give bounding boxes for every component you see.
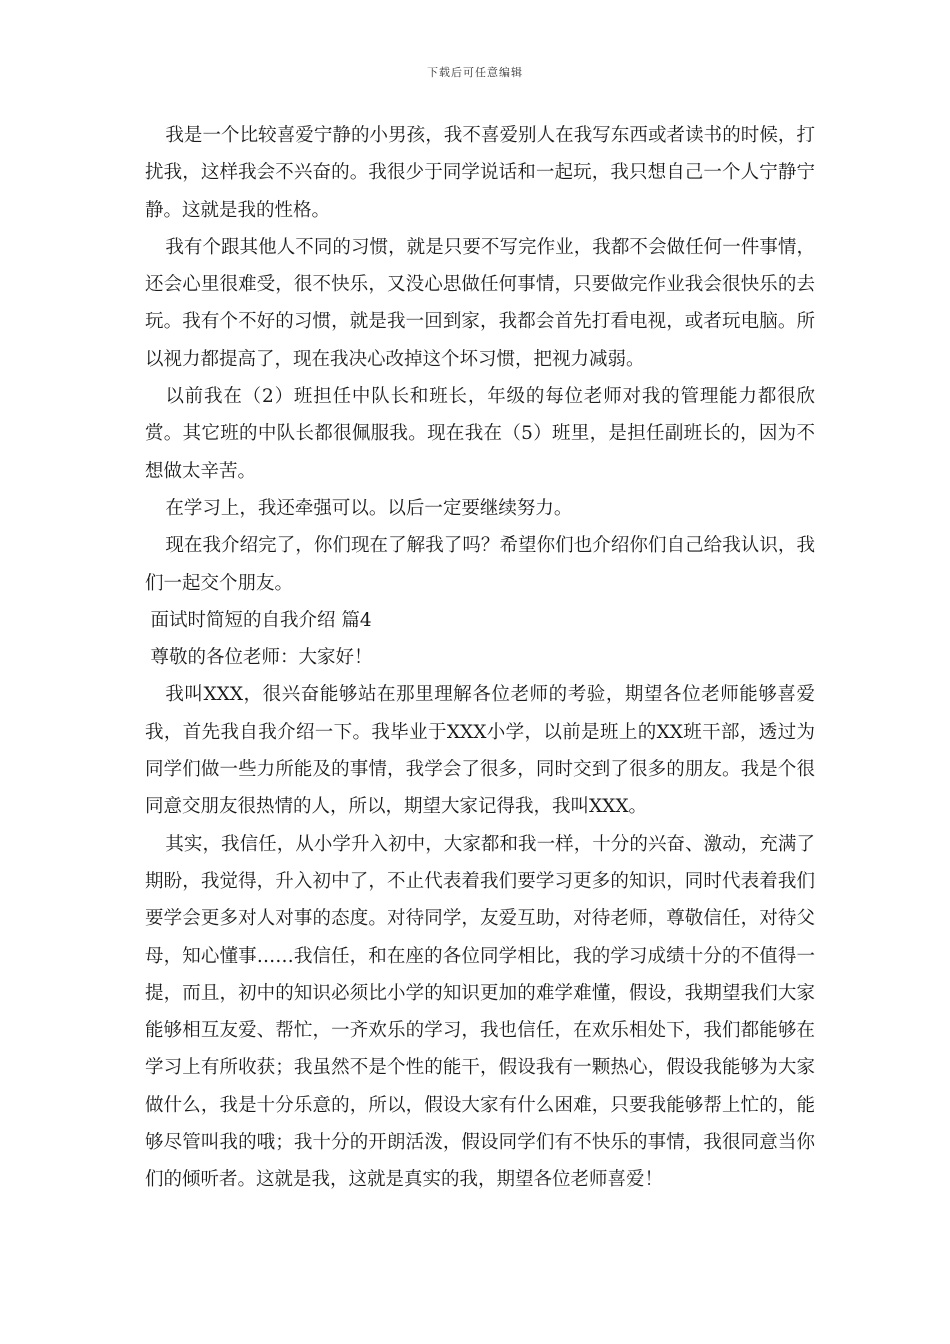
paragraph: 其实，我信任，从小学升入初中，大家都和我一样，十分的兴奋、激动，充满了期盼，我觉得，升入初中了，不止代表着我们要学习更多的知识，同时代表着我们要学会更多对人对事的态度。对待同学，友爱互助，对待老师，尊敬信任，对待父母，知心懂事……我信任，和在座的各位同学相比，我的学习成绩十分的不值得一提，而且，初中的知识必须比小学的知识更加的难学难懂，假设，我期望我们大家能够相互友爱、帮忙，一齐欢乐的学习，我也信任，在欢乐相处下，我们都能够在学习上有所收获；我虽然不是个性的能干，假设我有一颗热心，假设我能够为大家做什么，我是十分乐意的，所以，假设大家有什么困难，只要我能够帮上忙的，能够尽管叫我的哦；我十分的开朗活泼，假设同学们有不快乐的事情，我很同意当你们的倾听者。这就是我，这就是真实的我，期望各位老师喜爱！ — [145, 833, 815, 1191]
paragraph: 现在我介绍完了，你们现在了解我了吗？希望你们也介绍你们自己给我认识，我们一起交个朋友。 — [145, 535, 815, 594]
page-header-caption: 下载后可任意编辑 — [427, 66, 523, 79]
paragraph: 以前我在（2）班担任中队长和班长，年级的每位老师对我的管理能力都很欣赏。其它班的中队长都很佩服我。现在我在（5）班里，是担任副班长的，因为不想做太辛苦。 — [145, 386, 815, 482]
paragraph: 我有个跟其他人不同的习惯，就是只要不写完作业，我都不会做任何一件事情，还会心里很难受，很不快乐，又没心思做任何事情，只要做完作业我会很快乐的去玩。我有个不好的习惯，就是我一回到家，我都会首先打看电视，或者玩电脑。所以视力都提高了，现在我决心改掉这个坏习惯，把视力减弱。 — [145, 236, 815, 370]
paragraph: 我叫XXX，很兴奋能够站在那里理解各位老师的考验，期望各位老师能够喜爱我，首先我自我介绍一下。我毕业于XXX小学，以前是班上的XX班干部，透过为同学们做一些力所能及的事情，我学会了很多，同时交到了很多的朋友。我是个很同意交朋友很热情的人，所以，期望大家记得我，我叫XXX。 — [145, 684, 815, 818]
section-title: 面试时简短的自我介绍 篇4 — [150, 609, 372, 631]
paragraph: 我是一个比较喜爱宁静的小男孩，我不喜爱别人在我写东西或者读书的时候，打扰我，这样我会不兴奋的。我很少于同学说话和一起玩，我只想自己一个人宁静宁静。这就是我的性格。 — [145, 125, 815, 221]
greeting: 尊敬的各位老师：大家好！ — [150, 647, 373, 669]
paragraph: 在学习上，我还牵强可以。以后一定要继续努力。 — [165, 497, 573, 519]
document-body — [145, 117, 815, 1199]
